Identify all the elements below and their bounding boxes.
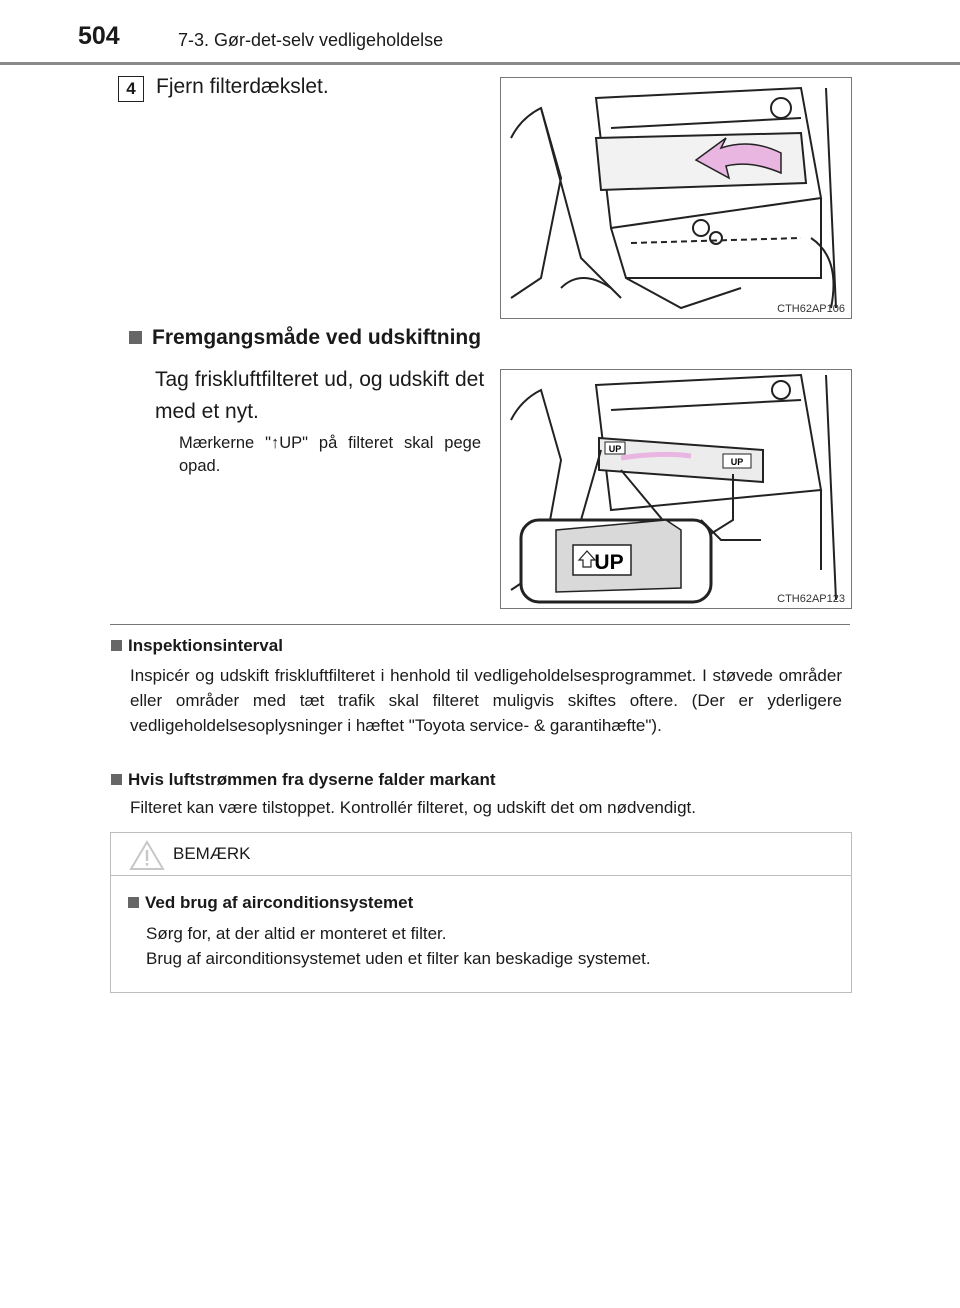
figure-code: CTH62AP123 bbox=[777, 593, 845, 605]
filter-up-mark-left: UP bbox=[608, 444, 622, 454]
square-bullet-icon bbox=[111, 640, 122, 651]
filter-replace-illustration bbox=[501, 370, 851, 608]
figure-filter-replace bbox=[500, 369, 852, 609]
inspection-heading: Inspektionsinterval bbox=[111, 636, 283, 656]
header-divider bbox=[0, 62, 960, 65]
section-divider bbox=[110, 624, 850, 625]
warning-icon bbox=[129, 839, 165, 871]
airflow-heading: Hvis luftstrømmen fra dyserne falder markant bbox=[111, 770, 496, 790]
notice-line-2: Brug af airconditionsystemet uden et filter kan beskadige systemet. bbox=[146, 949, 651, 968]
square-bullet-icon bbox=[129, 331, 142, 344]
figure-filter-cover bbox=[500, 77, 852, 319]
notice-line-1: Sørg for, at der altid er monteret et filter. bbox=[146, 924, 447, 943]
notice-body bbox=[146, 921, 651, 971]
notice-label: BEMÆRK bbox=[173, 844, 251, 863]
notice-heading: Ved brug af airconditionsystemet bbox=[128, 893, 413, 913]
replacement-heading: Fremgangsmåde ved udskiftning bbox=[129, 326, 481, 350]
square-bullet-icon bbox=[128, 897, 139, 908]
replacement-instruction: Tag friskluftfilteret ud, og udskift det med et nyt. bbox=[155, 368, 485, 423]
filter-up-mark-right: UP bbox=[730, 457, 744, 467]
step-instruction: Fjern filterdækslet. bbox=[156, 75, 329, 98]
notice-box bbox=[110, 832, 852, 993]
chapter-title: 7-3. Gør-det-selv vedligeholdelse bbox=[178, 30, 444, 50]
figure-code: CTH62AP106 bbox=[777, 303, 845, 315]
airflow-body: Filteret kan være tilstoppet. Kontrollér filteret, og udskift det om nødvendigt. bbox=[130, 798, 696, 817]
filter-up-mark-large: UP bbox=[594, 551, 624, 574]
replacement-note: Mærkerne "↑UP" på filteret skal pege opad. bbox=[179, 434, 481, 475]
filter-cover-illustration bbox=[501, 78, 851, 318]
notice-header bbox=[111, 833, 851, 876]
step-number-box: 4 bbox=[118, 76, 144, 102]
inspection-body: Inspicér og udskift friskluftfilteret i henhold til vedligeholdelsesprogrammet. I støvede områder eller områder med tæt trafik skal filteret muligvis skiftes oftere. (Der er yderligere vedligeholdelsesoplysninger i hæftet "Toyota service- & garantihæfte"). bbox=[130, 666, 842, 735]
page-number: 504 bbox=[78, 22, 120, 50]
up-arrow-icon: ↑ bbox=[270, 434, 280, 452]
square-bullet-icon bbox=[111, 774, 122, 785]
